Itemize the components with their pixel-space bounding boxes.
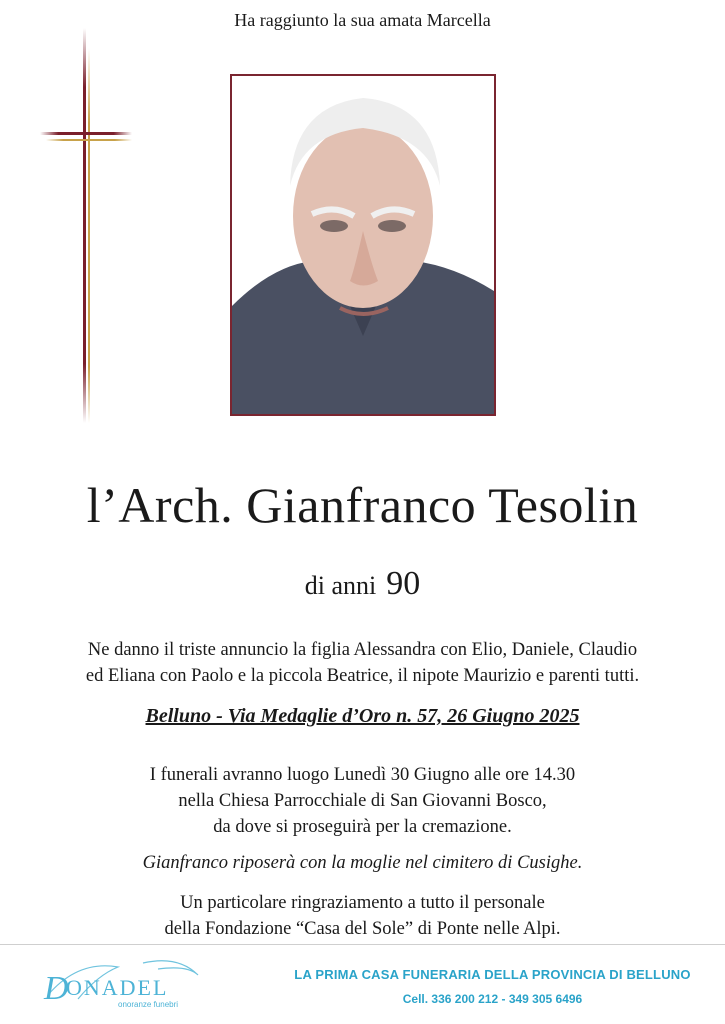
phone-numbers: Cell. 336 200 212 - 349 305 6496 (402, 992, 583, 1006)
donadel-logo (38, 955, 208, 1013)
thanks-text (0, 890, 725, 942)
portrait-illustration (232, 76, 494, 414)
logo-word: ONADEL (66, 975, 169, 1000)
place-date-text: Belluno - Via Medaglie d’Oro n. 57, 26 Giugno 2025 (145, 705, 580, 727)
funeral-details (0, 762, 725, 840)
announcement-text (0, 637, 725, 689)
cross-icon (36, 28, 136, 428)
deceased-name: l’Arch. Gianfranco Tesolin (86, 477, 639, 533)
age-value: 90 (386, 565, 421, 602)
funeral-line: I funerali avranno luogo Lunedì 30 Giugno alle ore 14.30 (149, 765, 576, 785)
footer-divider (0, 944, 725, 945)
thanks-line: Un particolare ringraziamento a tutto il personale (180, 893, 545, 913)
portrait-photo (230, 74, 496, 416)
announcement-line: ed Eliana con Paolo e la piccola Beatrice, il nipote Maurizio e parenti tutti. (85, 666, 640, 686)
thanks-line: della Fondazione “Casa del Sole” di Ponte nelle Alpi. (164, 919, 561, 939)
announcement-line: Ne danno il triste annuncio la figlia Alessandra con Elio, Daniele, Claudio (87, 640, 638, 660)
funeral-home-slogan: LA PRIMA CASA FUNERARIA DELLA PROVINCIA DI BELLUNO (294, 967, 691, 982)
logo-initial: D (44, 970, 69, 1007)
funeral-line: da dove si proseguirà per la cremazione. (213, 817, 512, 837)
logo-subtext: onoranze funebri (118, 1000, 179, 1009)
resting-place-text: Gianfranco riposerà con la moglie nel cimitero di Cusighe. (142, 853, 583, 873)
place-date (0, 705, 725, 728)
funeral-line: nella Chiesa Parrocchiale di San Giovanni Bosco, (178, 791, 547, 811)
preface-text: Ha raggiunto la sua amata Marcella (234, 10, 491, 30)
age-line (0, 565, 725, 603)
age-prefix: di anni (304, 571, 377, 600)
